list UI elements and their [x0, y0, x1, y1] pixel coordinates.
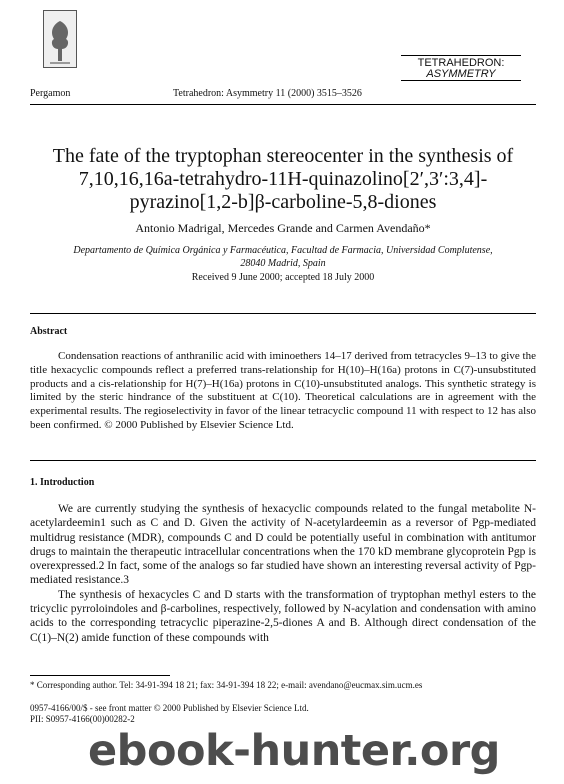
footnote-rule [30, 675, 170, 676]
abstract-body [30, 350, 536, 433]
affiliation-line-2: 28040 Madrid, Spain [240, 258, 326, 269]
pii-line: PII: S0957-4166(00)00282-2 [30, 714, 135, 724]
tree-logo-icon [44, 11, 76, 67]
affiliation-line-1: Departamento de Química Orgánica y Farmacéutica, Facultad de Farmacia, Universidad Complutense, [73, 245, 493, 256]
title-line-1: The fate of the tryptophan stereocenter in the synthesis of [52, 145, 514, 167]
abstract-top-rule [30, 313, 536, 314]
abstract-heading: Abstract [30, 326, 68, 337]
journal-citation: Tetrahedron: Asymmetry 11 (2000) 3515–3526 [173, 88, 362, 99]
article-title [30, 145, 536, 214]
affiliation [60, 244, 506, 270]
corresponding-author-note: * Corresponding author. Tel: 34-91-394 18 21; fax: 34-91-394 18 22; e-mail: avendano@eucmax.sim.ucm.es [30, 680, 423, 690]
title-line-3: pyrazino[1,2-b]β-carboline-5,8-diones [129, 191, 437, 213]
journal-name-line1: TETRAHEDRON: [417, 57, 505, 69]
intro-heading: 1. Introduction [30, 477, 95, 488]
publisher-logo [43, 10, 77, 68]
title-line-2: 7,10,16,16a-tetrahydro-11H-quinazolino[2′,3′:3,4]- [78, 168, 488, 190]
authors: Antonio Madrigal, Mercedes Grande and Carmen Avendaño* [135, 221, 431, 235]
abstract-bottom-rule [30, 460, 536, 461]
watermark: ebook-hunter.org [88, 726, 500, 776]
abstract-text: Condensation reactions of anthranilic acid with iminoethers 14–17 derived from tetracycles 9–13 to give the title hexacyclic compounds reflect a preferred trans-relationship for H(10)–H(16a) protons in C(7)-unsubstituted products and a cis-relationship for H(7)–H(16a) protons in C(10)-unsubstituted analogs. This synthetic strategy is limited by the steric hindrance of the substituent at C(10). Theoretical calculations are in agreement with the experimental results. The regioselectivity in favor of the linear tetracyclic compound 11 with respect to 12 has also been confirmed. © 2000 Published by Elsevier Science Ltd. [30, 350, 536, 431]
received-dates: Received 9 June 2000; accepted 18 July 2000 [191, 272, 375, 283]
header-rule [30, 104, 536, 105]
intro-paragraph-1: We are currently studying the synthesis of hexacyclic compounds related to the fungal metabolite N-acetylardeemin1 such as C and D. Given the activity of N-acetylardeemin as a reversor of Pgp-mediated multidrug resistance (MDR), compounds C and D could be potentially useful in combination with antitumor drugs to maintain the therapeutic intracellular concentrations when the 170 kD membrane glycoprotein Pgp is overexpressed.2 In fact, some of the analogs so far studied have shown an interesting reversal activity of Pgp-mediated resistance.3 [30, 503, 536, 587]
copyright-line: 0957-4166/00/$ - see front matter © 2000 Published by Elsevier Science Ltd. [30, 703, 309, 713]
publisher-name: Pergamon [30, 88, 71, 99]
journal-name-line2: ASYMMETRY [426, 68, 496, 80]
intro-body [30, 502, 536, 645]
intro-paragraph-2: The synthesis of hexacycles C and D starts with the transformation of tryptophan methyl esters to the tricyclic pyrroloindoles and β-carbolines, respectively, followed by N-acylation and condensation with amino acids to the corresponding tetracyclic piperazine-2,5-diones A and B. Although direct condensation of the C(1)–N(2) amide function of these compounds with [30, 588, 536, 644]
